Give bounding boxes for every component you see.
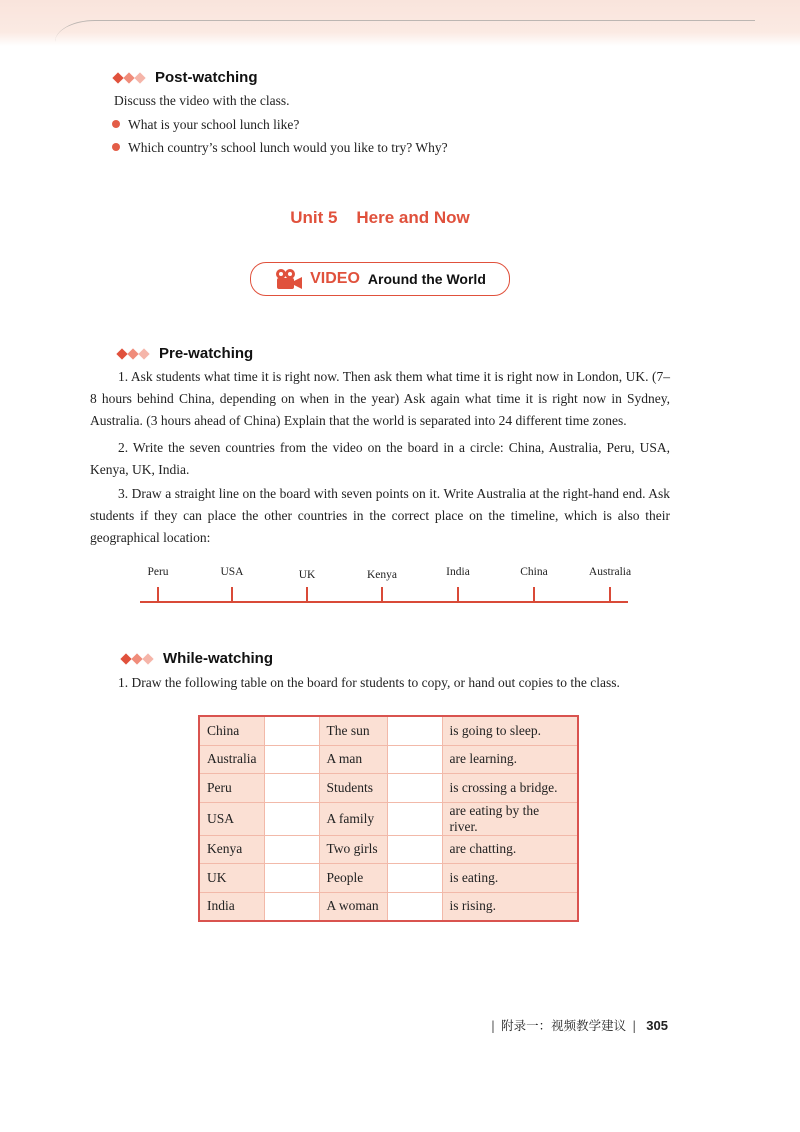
page-number: 305 — [646, 1018, 668, 1033]
pre-watching-paragraph: 3. Draw a straight line on the board with seven points on it. Write Australia at the right-hand end. Ask students if they can place the other countries in the correct place on the timeline, which is also their geographical location: — [90, 486, 670, 545]
diamonds-icon — [118, 350, 151, 358]
page-top-curve — [55, 20, 755, 51]
timeline-tick — [381, 587, 383, 601]
diamonds-icon — [122, 655, 155, 663]
table-cell: People — [319, 864, 387, 893]
timeline-point: UK — [272, 566, 342, 581]
table-cell: Students — [319, 774, 387, 803]
table-cell: USA — [199, 802, 264, 835]
diamonds-icon — [114, 74, 147, 82]
table-cell: A woman — [319, 892, 387, 921]
table-cell: China — [199, 716, 264, 745]
table-row — [199, 745, 578, 774]
table-cell: are chatting. — [442, 835, 578, 864]
while-watching-heading: While-watching — [122, 650, 273, 667]
table-cell: The sun — [319, 716, 387, 745]
timeline-tick — [231, 587, 233, 601]
while-watching-instruction: 1. Draw the following table on the board for students to copy, or hand out copies to the class. — [118, 675, 620, 690]
table-row — [199, 892, 578, 921]
video-title: Around the World — [367, 271, 486, 287]
table-cell: Kenya — [199, 835, 264, 864]
timeline-point: India — [423, 566, 493, 578]
video-banner — [250, 262, 510, 296]
bullet-icon — [112, 143, 120, 151]
post-watching-bullet: What is your school lunch like? — [112, 114, 299, 136]
table-cell: is rising. — [442, 892, 578, 921]
video-label: VIDEO — [310, 270, 360, 287]
timeline-point: Peru — [123, 566, 193, 578]
unit-title: Unit 5 Here and Now — [290, 208, 470, 227]
table-cell: Peru — [199, 774, 264, 803]
table-row — [199, 835, 578, 864]
table-cell: are learning. — [442, 745, 578, 774]
post-watching-bullet: Which country’s school lunch would you like to try? Why? — [112, 137, 448, 159]
table-cell: Two girls — [319, 835, 387, 864]
table-row — [199, 774, 578, 803]
table-cell: Australia — [199, 745, 264, 774]
timeline-point: USA — [197, 566, 267, 578]
table-row — [199, 716, 578, 745]
table-cell: UK — [199, 864, 264, 893]
timeline-tick — [533, 587, 535, 601]
pre-watching-paragraph: 2. Write the seven countries from the video on the board in a circle: China, Australia, Peru, USA, Kenya, UK, India. — [90, 440, 670, 477]
table-cell: is eating. — [442, 864, 578, 893]
timeline-line — [140, 601, 628, 603]
timeline-tick — [157, 587, 159, 601]
timeline-tick — [457, 587, 459, 601]
timeline-point: Australia — [575, 566, 645, 578]
timeline-point: Kenya — [347, 566, 417, 581]
page-footer: | 附录一：视频教学建议 | 305 — [490, 1018, 668, 1033]
timeline-tick — [609, 587, 611, 601]
pre-watching-heading: Pre-watching — [118, 345, 253, 362]
table-row — [199, 802, 578, 835]
timeline-point: China — [499, 566, 569, 578]
table-cell: India — [199, 892, 264, 921]
matching-table — [198, 715, 579, 922]
table-cell: A man — [319, 745, 387, 774]
table-cell: are eating by the river. — [442, 802, 578, 835]
footer-section: 附录一：视频教学建议 — [501, 1018, 627, 1033]
table-cell: A family — [319, 802, 387, 835]
pre-watching-paragraph: 1. Ask students what time it is right now. Then ask them what time it is right now in London, UK. (7–8 hours behind China, depending on when in the year) Ask again what time it is right now in Sydney, Australia. (3 hours ahead of China) Explain that the world is separated into 24 different time zones. — [90, 369, 670, 428]
table-row — [199, 864, 578, 893]
post-watching-heading: Post-watching — [114, 69, 258, 86]
bullet-icon — [112, 120, 120, 128]
table-cell: is going to sleep. — [442, 716, 578, 745]
post-watching-intro: Discuss the video with the class. — [114, 93, 290, 108]
country-timeline — [140, 566, 630, 606]
video-camera-icon — [274, 268, 304, 290]
table-cell: is crossing a bridge. — [442, 774, 578, 803]
timeline-tick — [306, 587, 308, 601]
